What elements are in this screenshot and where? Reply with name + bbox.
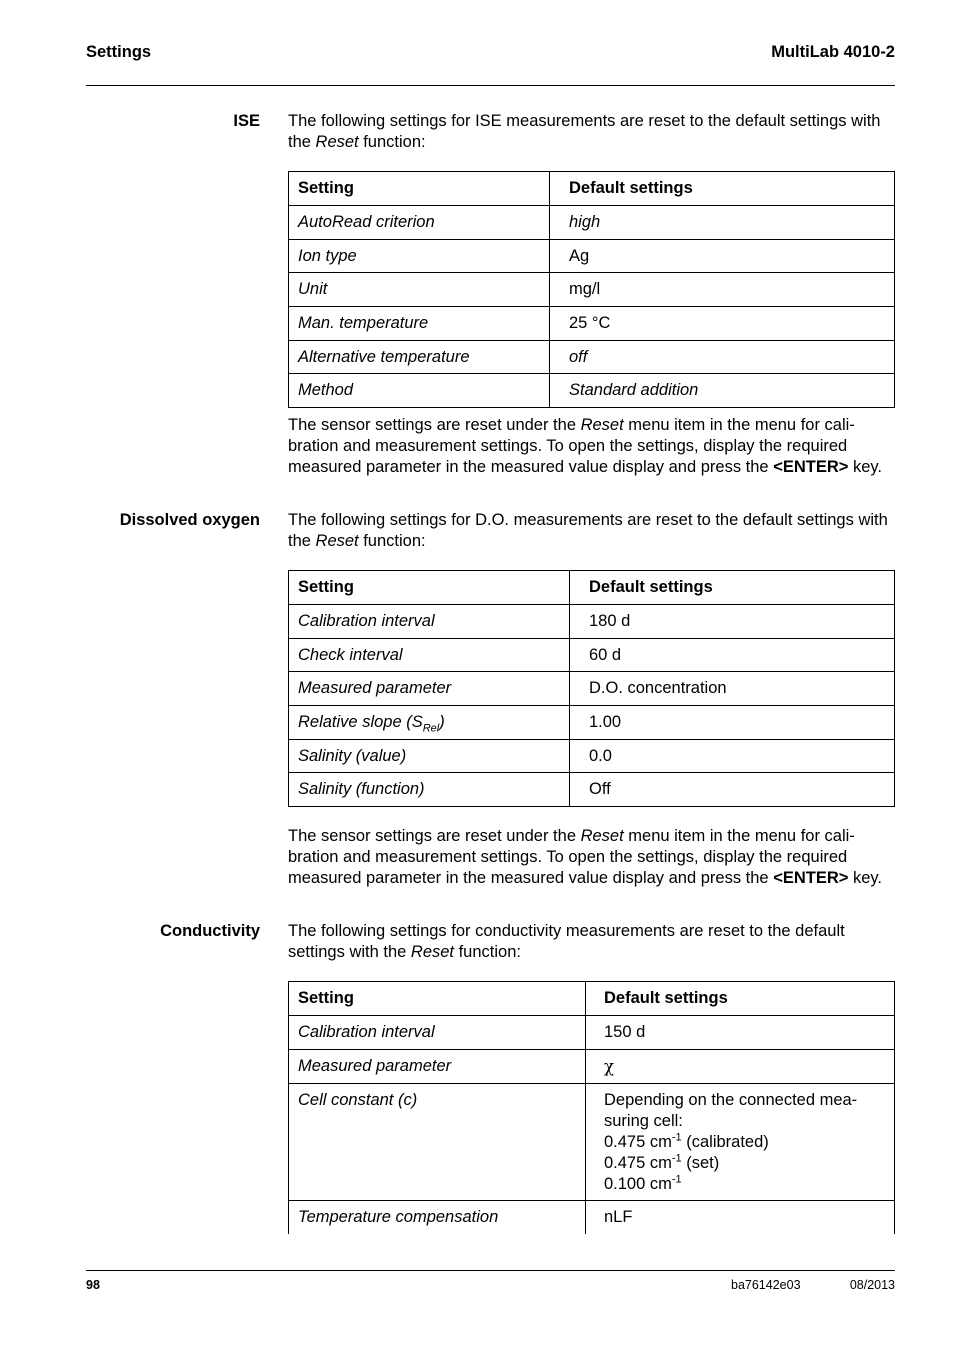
do-reset-note: The sensor settings are reset under the Reset menu item in the menu for cali-bration and measurement settings. To open the settings, display the required measured parameter in the measured value display and press the <ENTER> key.: [288, 827, 883, 887]
table-row: [289, 639, 895, 672]
table-row: [289, 1050, 895, 1084]
table-row: [289, 706, 895, 740]
table-row: [289, 206, 895, 240]
setting-value: 60 d: [570, 639, 895, 672]
setting-value: Off: [570, 773, 895, 807]
table-header-row: [289, 982, 895, 1016]
setting-value: D.O. concentration: [570, 672, 895, 706]
table-header-row: [289, 571, 895, 605]
setting-value: 25 °C: [550, 307, 895, 341]
setting-name: Check interval: [289, 639, 570, 672]
do-section-label: Dissolved oxygen: [119, 511, 260, 529]
table-row: [289, 1016, 895, 1050]
table-row: [289, 740, 895, 773]
column-header: Setting: [289, 571, 570, 605]
column-header: Default settings: [550, 172, 895, 206]
cond-intro: The following settings for conductivity measurements are reset to the default settings with the Reset function:: [288, 922, 845, 961]
setting-value: [586, 1084, 895, 1201]
setting-value: 150 d: [586, 1016, 895, 1050]
setting-name: Alternative temperature: [289, 341, 550, 374]
ise-intro: The following settings for ISE measurements are reset to the default settings with the Reset function:: [288, 112, 881, 151]
footer-divider: [86, 1270, 895, 1271]
setting-name: Salinity (value): [289, 740, 570, 773]
column-header: Default settings: [570, 571, 895, 605]
setting-name: Relative slope $(S_{Rel})$: [289, 706, 570, 740]
setting-name: Measured parameter: [289, 1050, 586, 1084]
setting-value: 180 d: [570, 605, 895, 639]
setting-value: nLF: [586, 1201, 895, 1234]
header-divider: [86, 85, 895, 86]
setting-value: off: [550, 341, 895, 374]
table-row: [289, 240, 895, 273]
table-row: [289, 374, 895, 408]
setting-name: Calibration interval: [289, 605, 570, 639]
setting-value: high: [550, 206, 895, 240]
setting-name: Temperature compensation: [289, 1201, 586, 1234]
setting-name: AutoRead criterion: [289, 206, 550, 240]
table-row: [289, 773, 895, 807]
setting-name: Measured parameter: [289, 672, 570, 706]
ise-settings-table: [288, 171, 895, 408]
setting-value: χ: [586, 1050, 895, 1084]
cell-constant-alt: 0.100 $cm^{-1}$: [604, 1173, 682, 1193]
table-row: [289, 1084, 895, 1201]
setting-name: Method: [289, 374, 550, 408]
setting-name: Ion type: [289, 240, 550, 273]
cell-constant-description: Depending on the connected mea-suring cell:: [604, 1091, 858, 1130]
header-product-name: MultiLab 4010-2: [771, 43, 895, 61]
setting-name: Man. temperature: [289, 307, 550, 341]
setting-name: Unit: [289, 273, 550, 307]
do-settings-table: [288, 570, 895, 807]
document-date: 08/2013: [849, 1278, 895, 1292]
cond-settings-table: [288, 981, 895, 1234]
setting-value: 1.00: [570, 706, 895, 740]
ise-section-label: ISE: [233, 112, 260, 130]
document-id: ba76142e03: [731, 1278, 801, 1292]
page-number: 98: [86, 1278, 100, 1292]
setting-value: Standard addition: [550, 374, 895, 408]
cond-section-label: Conductivity: [160, 922, 260, 940]
setting-name: Cell constant (c): [289, 1084, 586, 1201]
column-header: Setting: [289, 172, 550, 206]
do-intro: The following settings for D.O. measurements are reset to the default settings with the Reset function:: [288, 511, 888, 550]
table-row: [289, 605, 895, 639]
cell-constant-set: 0.475 $cm^{-1}$ (set): [604, 1152, 720, 1172]
cell-constant-calibrated: 0.475 $cm^{-1}$ (calibrated): [604, 1131, 769, 1151]
setting-value: 0.0: [570, 740, 895, 773]
setting-value: Ag: [550, 240, 895, 273]
column-header: Default settings: [586, 982, 895, 1016]
setting-value: mg/l: [550, 273, 895, 307]
table-row: [289, 273, 895, 307]
header-section-title: Settings: [86, 43, 152, 61]
table-row: [289, 307, 895, 341]
table-row: [289, 1201, 895, 1234]
setting-name: Salinity (function): [289, 773, 570, 807]
setting-name: Calibration interval: [289, 1016, 586, 1050]
table-header-row: [289, 172, 895, 206]
ise-reset-note: The sensor settings are reset under the Reset menu item in the menu for cali-bration and measurement settings. To open the settings, display the required measured parameter in the measured value display and press the <ENTER> key.: [288, 416, 883, 476]
table-row: [289, 672, 895, 706]
column-header: Setting: [289, 982, 586, 1016]
table-row: [289, 341, 895, 374]
